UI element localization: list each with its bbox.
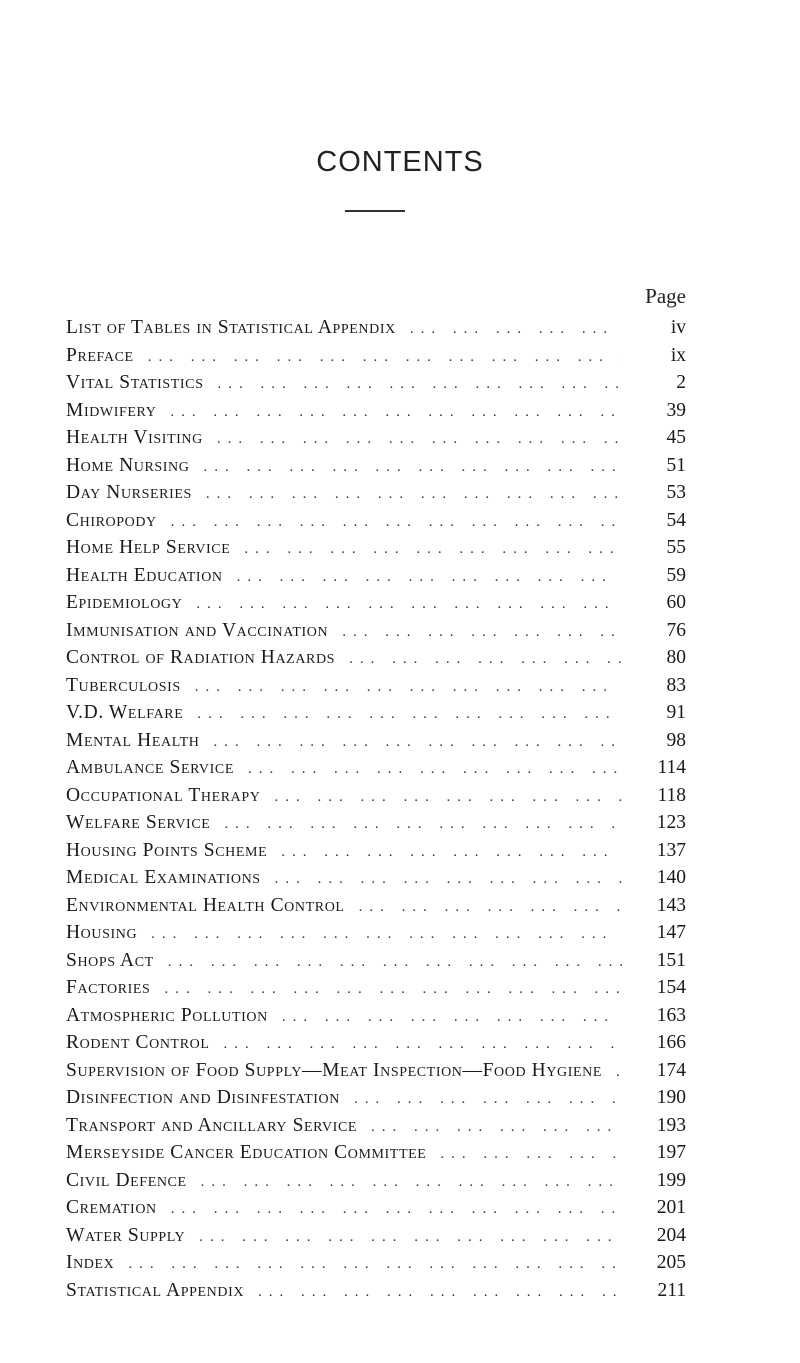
toc-entry-label: Ambulance Service	[66, 757, 234, 778]
dot-leader	[170, 399, 622, 427]
toc-entry-page-number: ix	[670, 344, 686, 366]
dot-leader	[275, 866, 622, 894]
toc-entry-label: Merseyside Cancer Education Committee	[66, 1142, 427, 1163]
toc-entry	[66, 1167, 686, 1195]
toc-entry-label: Housing	[66, 922, 138, 943]
toc-entry-label: Control of Radiation Hazards	[66, 647, 336, 668]
toc-entry-page-number: 98	[666, 729, 686, 751]
toc-entry-page-number: 205	[656, 1252, 686, 1273]
toc-entry	[66, 1112, 686, 1140]
toc-entry-page-number: 45	[666, 427, 686, 448]
dot-leader	[197, 701, 622, 729]
dot-leader	[371, 1114, 622, 1142]
dot-leader	[195, 674, 622, 702]
dot-leader	[281, 839, 622, 867]
toc-entry-label: Atmospheric Pollution	[66, 1004, 268, 1026]
toc-entry-page-number: 197	[656, 1142, 686, 1163]
dot-leader	[164, 976, 622, 1004]
toc-entry-label: Health Visiting	[66, 427, 203, 448]
toc-entry	[66, 342, 686, 370]
toc-entry	[66, 479, 686, 507]
toc-entry-label: Supervision of Food Supply—Meat Inspection—Food Hygiene	[66, 1059, 603, 1081]
toc-entry-label: List of Tables in Statistical Appendix	[66, 317, 396, 338]
toc-entry-page-number: 123	[656, 812, 686, 833]
toc-entry-page-number: 51	[666, 454, 686, 476]
toc-entry-label: Shops Act	[66, 949, 154, 971]
toc-entry	[66, 1277, 686, 1305]
toc-entry-label: Cremation	[66, 1197, 157, 1218]
dot-leader	[213, 729, 622, 757]
toc-entry-label: Welfare Service	[66, 812, 211, 833]
dot-leader	[203, 454, 622, 482]
dot-leader	[616, 1059, 622, 1087]
toc-entry-label: Civil Defence	[66, 1169, 187, 1191]
dot-leader	[217, 371, 622, 399]
dot-leader	[349, 646, 622, 674]
toc-entry	[66, 507, 686, 535]
toc-entry-label: Preface	[66, 344, 134, 366]
toc-entry	[66, 974, 686, 1002]
dot-leader	[128, 1251, 622, 1279]
dot-leader	[410, 316, 622, 344]
toc-entry-page-number: 143	[656, 894, 686, 916]
toc-entry-page-number: 151	[656, 949, 686, 971]
dot-leader	[168, 949, 622, 977]
toc-entry-label: Vital Statistics	[66, 372, 204, 393]
dot-leader	[224, 1031, 623, 1059]
toc-entry-page-number: 193	[656, 1114, 686, 1136]
toc-entry-label: Chiropody	[66, 509, 157, 531]
toc-entry	[66, 809, 686, 837]
dot-leader	[359, 894, 622, 922]
toc-entry-label: Tuberculosis	[66, 674, 181, 696]
toc-entry	[66, 672, 686, 700]
toc-entry-page-number: 118	[657, 784, 686, 806]
dot-leader	[199, 1224, 622, 1252]
toc-entry-page-number: 59	[666, 564, 686, 586]
toc-entry-label: Health Education	[66, 564, 223, 586]
dot-leader	[171, 1196, 622, 1224]
toc-entry-label: Index	[66, 1252, 115, 1273]
dot-leader	[196, 591, 622, 619]
toc-entry	[66, 1194, 686, 1222]
toc-entry-label: Rodent Control	[66, 1032, 210, 1053]
title-divider	[345, 210, 405, 212]
toc-entry-page-number: 114	[657, 757, 686, 778]
toc-entry-label: Housing Points Scheme	[66, 839, 268, 861]
dot-leader	[224, 811, 622, 839]
toc-entry-page-number: 39	[666, 399, 686, 421]
toc-entry	[66, 919, 686, 947]
toc-entry-page-number: 80	[666, 647, 686, 668]
toc-entry-page-number: 60	[666, 592, 686, 613]
toc-entry-label: Home Nursing	[66, 454, 190, 476]
toc-entry	[66, 1084, 686, 1112]
toc-entry	[66, 1249, 686, 1277]
toc-entry-label: V.D. Welfare	[66, 702, 184, 723]
dot-leader	[354, 1086, 622, 1114]
toc-entry-label: Day Nurseries	[66, 482, 192, 503]
toc-entry-page-number: 76	[666, 619, 686, 641]
toc-entry	[66, 892, 686, 920]
toc-entry-label: Mental Health	[66, 729, 200, 751]
toc-entry-page-number: 163	[656, 1004, 686, 1026]
toc-entry-label: Transport and Ancillary Service	[66, 1114, 358, 1136]
toc-entry-page-number: 55	[666, 537, 686, 558]
dot-leader	[237, 564, 622, 592]
toc-entry-label: Disinfection and Disinfestation	[66, 1087, 340, 1108]
toc-entry	[66, 754, 686, 782]
toc-entry-page-number: 201	[656, 1197, 686, 1218]
toc-entry-label: Environmental Health Control	[66, 894, 345, 916]
toc-entry-label: Occupational Therapy	[66, 784, 261, 806]
toc-entry	[66, 699, 686, 727]
toc-entry-page-number: 199	[656, 1169, 686, 1191]
toc-entry-label: Home Help Service	[66, 537, 231, 558]
dot-leader	[248, 756, 622, 784]
dot-leader	[282, 1004, 622, 1032]
toc-entry	[66, 397, 686, 425]
toc-entry-page-number: 137	[656, 839, 686, 861]
toc-entry	[66, 534, 686, 562]
toc-entry-label: Statistical Appendix	[66, 1279, 245, 1301]
toc-entry	[66, 452, 686, 480]
toc-entry	[66, 1222, 686, 1250]
page-column-heading: Page	[645, 284, 686, 308]
toc-entry	[66, 424, 686, 452]
toc-entry	[66, 864, 686, 892]
dot-leader	[151, 921, 622, 949]
toc-entry-page-number: 83	[666, 674, 686, 696]
toc-entry-label: Immunisation and Vaccination	[66, 619, 329, 641]
toc-entry-label: Epidemiology	[66, 592, 183, 613]
toc-entry	[66, 727, 686, 755]
toc-entry-page-number: 204	[656, 1224, 686, 1246]
toc-entry-page-number: 2	[676, 372, 686, 393]
toc-entry-page-number: iv	[670, 317, 686, 338]
toc-entry	[66, 1057, 686, 1085]
toc-entry-page-number: 211	[657, 1279, 686, 1301]
toc-entry-page-number: 190	[656, 1087, 686, 1108]
toc-entry	[66, 837, 686, 865]
dot-leader	[201, 1169, 622, 1197]
table-of-contents	[66, 314, 686, 1304]
toc-entry	[66, 314, 686, 342]
toc-entry-page-number: 53	[666, 482, 686, 503]
toc-entry-label: Midwifery	[66, 399, 157, 421]
toc-entry	[66, 1029, 686, 1057]
toc-entry-page-number: 54	[666, 509, 686, 531]
toc-entry-page-number: 140	[656, 867, 686, 888]
toc-entry	[66, 617, 686, 645]
page-title: CONTENTS	[316, 146, 484, 178]
toc-entry	[66, 1002, 686, 1030]
toc-entry	[66, 947, 686, 975]
toc-entry	[66, 782, 686, 810]
toc-entry-label: Water Supply	[66, 1224, 186, 1246]
dot-leader	[148, 344, 622, 372]
toc-entry-label: Factories	[66, 977, 151, 998]
toc-entry	[66, 589, 686, 617]
toc-entry	[66, 562, 686, 590]
dot-leader	[217, 426, 622, 454]
dot-leader	[171, 509, 622, 537]
toc-entry-label: Medical Examinations	[66, 867, 261, 888]
toc-entry	[66, 1139, 686, 1167]
dot-leader	[342, 619, 622, 647]
toc-entry-page-number: 147	[656, 922, 686, 943]
dot-leader	[274, 784, 622, 812]
toc-entry	[66, 369, 686, 397]
dot-leader	[244, 536, 622, 564]
dot-leader	[440, 1141, 622, 1169]
dot-leader	[206, 481, 622, 509]
toc-entry-page-number: 154	[656, 977, 686, 998]
toc-entry-page-number: 174	[656, 1059, 686, 1081]
dot-leader	[258, 1279, 622, 1307]
toc-entry	[66, 644, 686, 672]
toc-entry-page-number: 166	[656, 1032, 686, 1053]
toc-entry-page-number: 91	[666, 702, 686, 723]
